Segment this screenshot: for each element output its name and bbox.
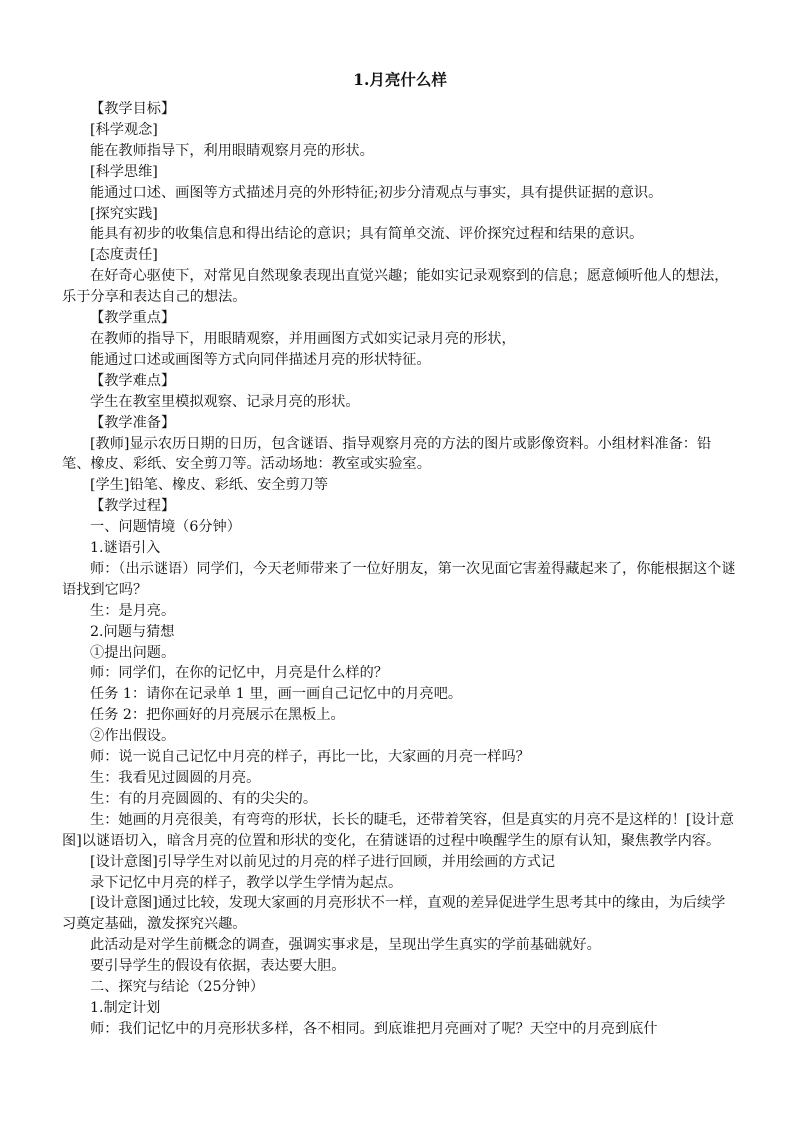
text-line-p18: 生：我看见过圆圆的月亮。 xyxy=(90,770,261,786)
text-line-p25: 要引导学生的假设有依据，表达要大胆。 xyxy=(90,958,346,975)
text-line-p10: 师：（出示谜语）同学们，今天老师带来了一位好朋友，第一次见面它害羞得藏起来了，你能根据这个谜语找到它吗？ xyxy=(62,560,736,598)
text-line-s2: 二、探究与结论（25分钟） xyxy=(90,979,265,996)
text-line-p3: 能具有初步的收集信息和得出结论的意识；具有简单交流、评价探究过程和结果的意识。 xyxy=(90,226,644,243)
text-line-p12: ①提出问题。 xyxy=(90,644,176,661)
text-line-h-difficult: 【教学难点】 xyxy=(90,372,176,389)
text-line-s1-2: 2.问题与猜想 xyxy=(90,623,175,640)
text-line-p21: [设计意图]引导学生对以前见过的月亮的样子进行回顾，并用绘画的方式记 xyxy=(90,853,556,870)
text-line-p14: 任务 1：请你在记录单 1 里，画一画自己记忆中的月亮吧。 xyxy=(90,686,463,703)
text-line-h-objectives: 【教学目标】 xyxy=(90,101,176,117)
text-line-p1: 能在教师指导下，利用眼睛观察月亮的形状。 xyxy=(90,142,374,159)
text-line-p7: 学生在教室里模拟观察、记录月亮的形状。 xyxy=(90,393,360,410)
text-line-h-prep: 【教学准备】 xyxy=(90,414,176,431)
document-body xyxy=(62,99,738,1040)
text-line-p23: [设计意图]通过比较，发现大家画的月亮形状不一样，直观的差异促进学生思考其中的缘由，为后续学习奠定基础，激发探究兴趣。 xyxy=(62,895,726,933)
text-line-sub-practice: [探究实践] xyxy=(90,205,158,222)
text-line-s1-1: 1.谜语引入 xyxy=(90,540,161,557)
text-line-sub-concept: [科学观念] xyxy=(90,121,158,138)
document-page xyxy=(62,70,738,1040)
text-line-p11: 生：是月亮。 xyxy=(90,602,176,619)
text-line-p5: 在教师的指导下，用眼睛观察，并用画图方式如实记录月亮的形状， xyxy=(90,330,516,347)
text-line-p24: 此活动是对学生前概念的调查，强调实事求是，呈现出学生真实的学前基础就好。 xyxy=(90,937,601,954)
text-line-p9: [学生]铅笔、橡皮、彩纸、安全剪刀等 xyxy=(90,477,329,494)
text-line-h-key: 【教学重点】 xyxy=(90,310,176,327)
text-line-s2-1: 1.制定计划 xyxy=(90,999,161,1016)
text-line-p4: 在好奇心驱使下，对常见自然现象表现出直觉兴趣；能如实记录观察到的信息；愿意倾听他人的想法，乐于分享和表达自己的想法。 xyxy=(62,268,729,306)
text-line-p13: 师：同学们，在你的记忆中，月亮是什么样的？ xyxy=(90,665,388,682)
text-line-p15: 任务 2：把你画好的月亮展示在黑板上。 xyxy=(90,707,345,724)
text-line-p8: [教师]显示农历日期的日历，包含谜语、指导观察月亮的方法的图片或影像资料。小组材料准备：铅笔、橡皮、彩纸、安全剪刀等。活动场地：教室或实验室。 xyxy=(62,435,712,473)
text-line-sub-attitude: [态度责任] xyxy=(90,247,158,264)
text-line-s1: 一、问题情境（6分钟） xyxy=(90,519,241,536)
text-line-p6: 能通过口述或画图等方式向同伴描述月亮的形状特征。 xyxy=(90,351,431,368)
text-line-p16: ②作出假设。 xyxy=(90,728,176,745)
text-line-h-process: 【教学过程】 xyxy=(90,498,176,515)
document-title: 1.月亮什么样 xyxy=(353,70,447,89)
text-line-p22: 录下记忆中月亮的样子，教学以学生学情为起点。 xyxy=(90,874,403,891)
text-line-p19: 生：有的月亮圆圆的、有的尖尖的。 xyxy=(90,790,318,807)
text-line-p2: 能通过口述、画图等方式描述月亮的外形特征;初步分清观点与事实，具有提供证据的意识。 xyxy=(90,184,663,201)
text-line-sub-thinking: [科学思维] xyxy=(90,163,158,180)
text-line-p17: 师：说一说自己记忆中月亮的样子，再比一比，大家画的月亮一样吗？ xyxy=(90,749,530,766)
text-line-p20: 生：她画的月亮很美，有弯弯的形状，长长的睫毛，还带着笑容，但是真实的月亮不是这样的！[设计意图]以谜语切入，暗含月亮的位置和形状的变化，在猜谜语的过程中唤醒学生的原有认知，聚焦教学内容。 xyxy=(62,811,734,849)
text-line-p26: 师：我们记忆中的月亮形状多样，各不相同。到底谁把月亮画对了呢？天空中的月亮到底什 xyxy=(90,1020,658,1037)
